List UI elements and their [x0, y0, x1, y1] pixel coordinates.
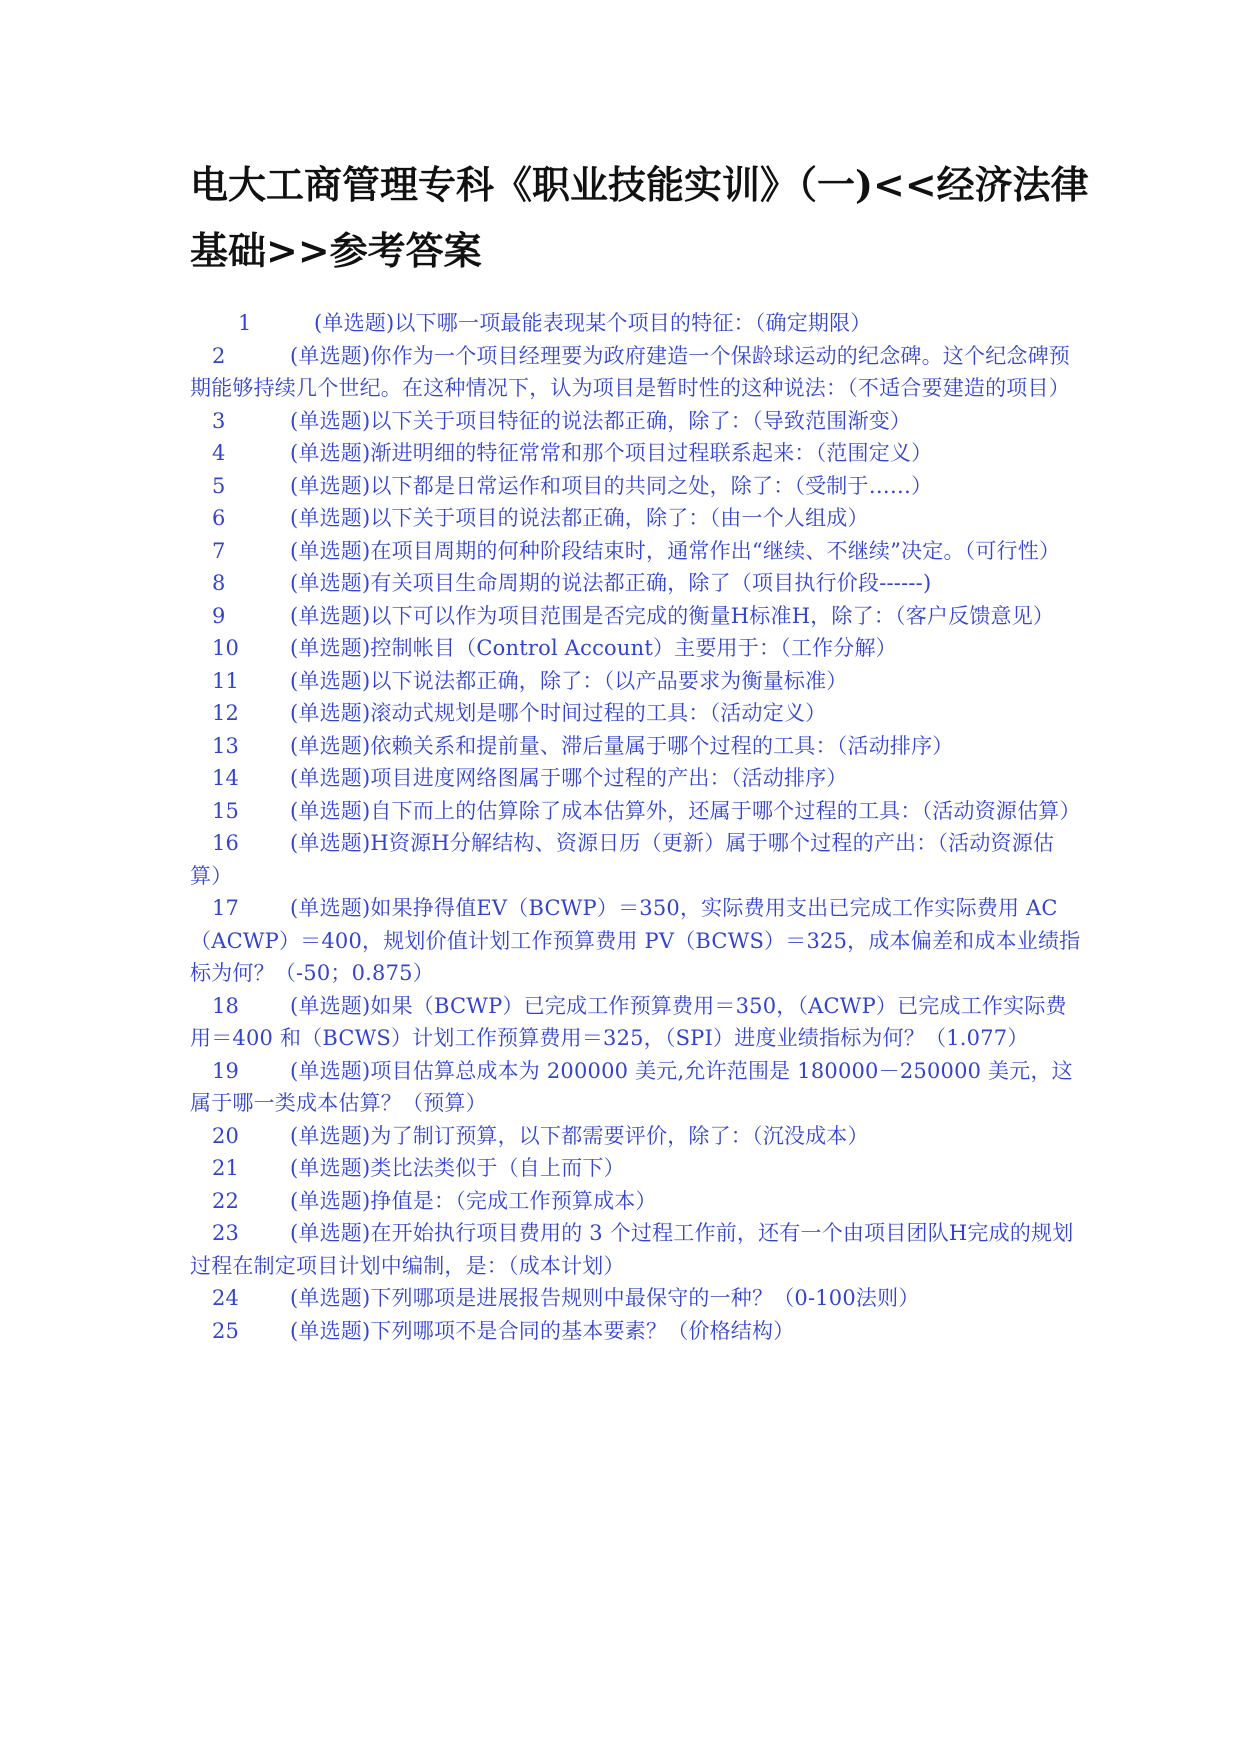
- question-type: (单选题): [290, 636, 371, 660]
- question-item: [190, 1217, 1085, 1282]
- question-list: [190, 307, 1085, 1347]
- question-type: (单选题): [290, 603, 371, 628]
- question-item: [190, 470, 1085, 503]
- question-item: [190, 665, 1085, 698]
- question-text: 为了制订预算，以下都需要评价，除了：（沉没成本）: [370, 1123, 869, 1148]
- question-number: 3: [212, 408, 226, 433]
- question-text: 以下哪一项最能表现某个项目的特征：（确定期限）: [394, 311, 872, 335]
- question-item: [190, 1120, 1085, 1153]
- question-item: [190, 307, 1085, 340]
- question-type: (单选题): [290, 571, 371, 595]
- question-text: 在开始执行项目费用的 3 个过程工作前，还有一个由项目团队H完成的规划过程在制定项目计划中编制，是：（成本计划）: [190, 1221, 1074, 1278]
- question-item: [190, 600, 1085, 633]
- question-type: (单选题): [290, 831, 371, 855]
- question-number: 1: [238, 311, 252, 335]
- question-text: 自下而上的估算除了成本估算外，还属于哪个过程的工具：（活动资源估算）: [370, 798, 1081, 823]
- question-number: 9: [212, 603, 226, 628]
- question-type: (单选题): [290, 993, 371, 1018]
- question-number: 19: [212, 1058, 240, 1083]
- question-type: (单选题): [290, 701, 371, 725]
- question-text: 挣值是：（完成工作预算成本）: [370, 1188, 657, 1213]
- question-text: 以下关于项目的说法都正确，除了：（由一个人组成）: [370, 506, 869, 530]
- question-type: (单选题): [290, 1188, 371, 1213]
- question-number: 8: [212, 571, 226, 595]
- question-item: [190, 795, 1085, 828]
- question-item: [190, 632, 1085, 665]
- question-item: [190, 762, 1085, 795]
- question-number: 25: [212, 1318, 240, 1343]
- question-number: 11: [212, 668, 240, 693]
- question-text: 项目进度网络图属于哪个过程的产出：（活动排序）: [370, 766, 848, 790]
- question-type: (单选题): [290, 441, 371, 465]
- question-item: [190, 1152, 1085, 1185]
- question-type: (单选题): [290, 896, 371, 920]
- question-number: 20: [212, 1123, 240, 1148]
- question-type: (单选题): [290, 1156, 371, 1180]
- question-number: 16: [212, 831, 240, 855]
- document-title: 电大工商管理专科《职业技能实训》（一)<<经济法律基础>>参考答案: [190, 162, 1089, 273]
- question-type: (单选题): [290, 733, 371, 758]
- question-number: 14: [212, 766, 240, 790]
- question-number: 4: [212, 441, 226, 465]
- question-item: [190, 697, 1085, 730]
- question-text: 下列哪项不是合同的基本要素？（价格结构）: [370, 1318, 795, 1343]
- question-type: (单选题): [290, 343, 371, 368]
- question-item: [190, 405, 1085, 438]
- question-text: 以下说法都正确，除了：（以产品要求为衡量标准）: [370, 668, 848, 693]
- question-type: (单选题): [290, 1318, 371, 1343]
- question-text: 如果（BCWP）已完成工作预算费用＝350，（ACWP）已完成工作实际费用＝400 和（BCWS）计划工作预算费用＝325，（SPI）进度业绩指标为何？（1.077）: [190, 993, 1067, 1050]
- question-number: 7: [212, 538, 226, 563]
- question-number: 23: [212, 1221, 240, 1245]
- question-text: H资源H分解结构、资源日历（更新）属于哪个过程的产出：（活动资源估算）: [190, 831, 1055, 888]
- question-number: 10: [212, 636, 240, 660]
- question-text: 有关项目生命周期的说法都正确，除了（项目执行价段------): [370, 571, 932, 595]
- question-item: [190, 1185, 1085, 1218]
- question-text: 以下可以作为项目范围是否完成的衡量H标准H，除了：（客户反馈意见）: [370, 603, 1055, 628]
- question-item: [190, 1282, 1085, 1315]
- question-item: [190, 535, 1085, 568]
- question-item: [190, 730, 1085, 763]
- question-item: [190, 1315, 1085, 1348]
- question-type: (单选题): [290, 1286, 371, 1310]
- question-item: [190, 567, 1085, 600]
- question-type: (单选题): [290, 538, 371, 563]
- question-item: [190, 1055, 1085, 1120]
- question-text: 以下都是日常运作和项目的共同之处，除了：（受制于……）: [370, 473, 933, 498]
- question-number: 21: [212, 1156, 240, 1180]
- question-type: (单选题): [290, 668, 371, 693]
- question-item: [190, 340, 1085, 405]
- question-item: [190, 892, 1085, 990]
- question-number: 2: [212, 343, 226, 368]
- question-text: 控制帐目（Control Account）主要用于：（工作分解）: [370, 636, 897, 660]
- question-type: (单选题): [290, 1058, 371, 1083]
- question-type: (单选题): [290, 473, 371, 498]
- question-text: 以下关于项目特征的说法都正确，除了：（导致范围渐变）: [370, 408, 912, 433]
- question-item: [190, 990, 1085, 1055]
- question-number: 6: [212, 506, 226, 530]
- question-text: 项目估算总成本为 200000 美元,允许范围是 180000－250000 美元，这属于哪一类成本估算？（预算）: [190, 1058, 1073, 1115]
- question-number: 22: [212, 1188, 240, 1213]
- question-text: 如果挣得值EV（BCWP）＝350，实际费用支出已完成工作实际费用 AC（ACWP）＝400，规划价值计划工作预算费用 PV（BCWS）＝325，成本偏差和成本业绩指标为何？（-50；0.875）: [190, 896, 1081, 985]
- question-type: (单选题): [290, 506, 371, 530]
- question-item: [190, 502, 1085, 535]
- question-number: 12: [212, 701, 240, 725]
- question-text: 渐进明细的特征常常和那个项目过程联系起来：（范围定义）: [370, 441, 933, 465]
- question-type: (单选题): [290, 798, 371, 823]
- question-type: (单选题): [290, 766, 371, 790]
- question-type: (单选题): [290, 408, 371, 433]
- question-text: 在项目周期的何种阶段结束时，通常作出“继续、不继续”决定。（可行性）: [370, 538, 1061, 563]
- question-number: 18: [212, 993, 240, 1018]
- question-text: 依赖关系和提前量、滞后量属于哪个过程的工具：（活动排序）: [370, 733, 954, 758]
- question-item: [190, 437, 1085, 470]
- question-text: 下列哪项是进展报告规则中最保守的一种？（0-100法则）: [370, 1286, 920, 1310]
- question-number: 24: [212, 1286, 240, 1310]
- question-type: (单选题): [290, 1123, 371, 1148]
- question-number: 17: [212, 896, 240, 920]
- question-number: 5: [212, 473, 226, 498]
- question-text: 滚动式规划是哪个时间过程的工具：（活动定义）: [370, 701, 827, 725]
- question-number: 15: [212, 798, 240, 823]
- question-item: [190, 827, 1085, 892]
- question-type: (单选题): [290, 1221, 371, 1245]
- question-text: 你作为一个项目经理要为政府建造一个保龄球运动的纪念碑。这个纪念碑预期能够持续几个世纪。在这种情况下，认为项目是暂时性的这种说法：（不适合要建造的项目）: [190, 343, 1070, 400]
- question-text: 类比法类似于（自上而下）: [370, 1156, 625, 1180]
- question-number: 13: [212, 733, 240, 758]
- question-type: (单选题): [314, 311, 395, 335]
